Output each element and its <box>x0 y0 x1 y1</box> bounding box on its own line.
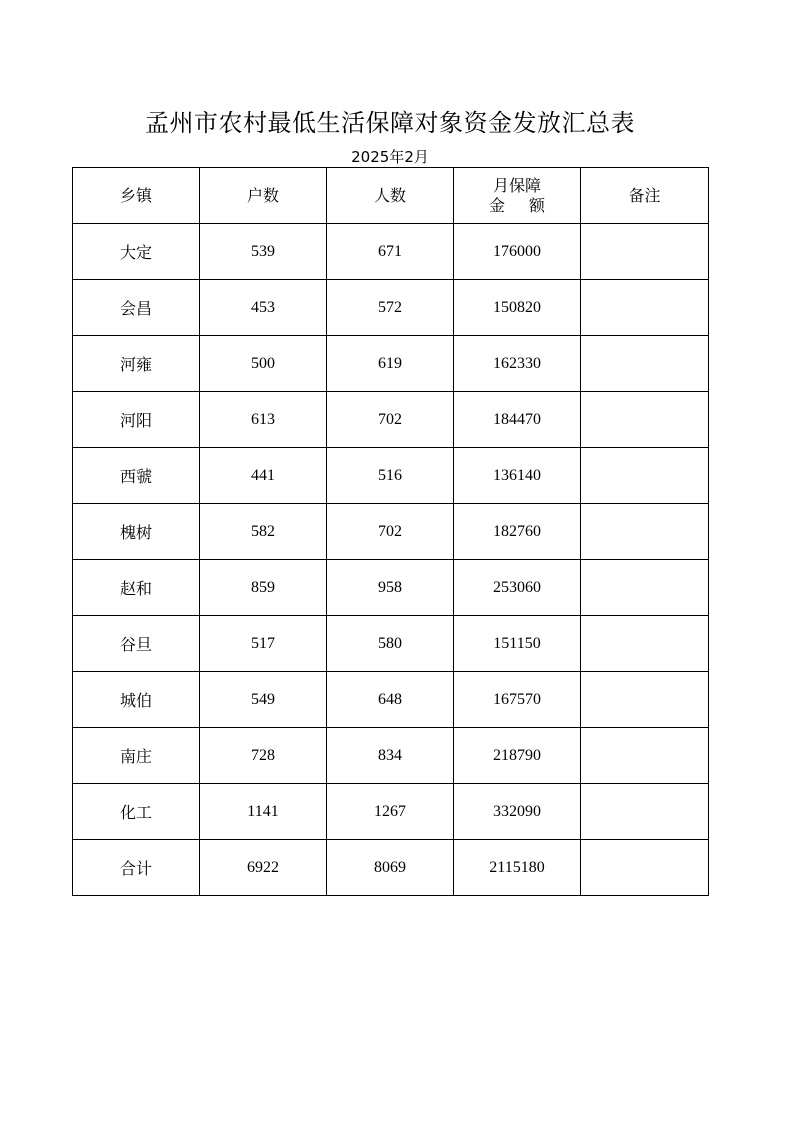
table-row <box>73 784 709 840</box>
cell-households: 728 <box>200 728 327 784</box>
cell-amount: 184470 <box>454 392 581 448</box>
cell-persons: 8069 <box>327 840 454 896</box>
cell-households: 517 <box>200 616 327 672</box>
header-remarks: 备注 <box>581 168 709 224</box>
cell-persons: 572 <box>327 280 454 336</box>
cell-remarks <box>581 280 709 336</box>
cell-households: 859 <box>200 560 327 616</box>
cell-persons: 1267 <box>327 784 454 840</box>
cell-households: 613 <box>200 392 327 448</box>
cell-township: 大定 <box>73 224 200 280</box>
table-row <box>73 504 709 560</box>
table-row <box>73 560 709 616</box>
cell-persons: 516 <box>327 448 454 504</box>
cell-township: 化工 <box>73 784 200 840</box>
cell-households: 582 <box>200 504 327 560</box>
cell-households: 453 <box>200 280 327 336</box>
cell-persons: 648 <box>327 672 454 728</box>
cell-township: 河阳 <box>73 392 200 448</box>
cell-remarks <box>581 784 709 840</box>
header-monthly-amount <box>454 168 581 224</box>
cell-persons: 619 <box>327 336 454 392</box>
cell-persons: 671 <box>327 224 454 280</box>
cell-township: 西虢 <box>73 448 200 504</box>
table-row <box>73 672 709 728</box>
cell-remarks <box>581 336 709 392</box>
cell-remarks <box>581 728 709 784</box>
cell-amount: 182760 <box>454 504 581 560</box>
document-period: 2025年2月 <box>351 148 429 166</box>
cell-amount: 136140 <box>454 448 581 504</box>
cell-persons: 958 <box>327 560 454 616</box>
table-total-row <box>73 840 709 896</box>
cell-township: 谷旦 <box>73 616 200 672</box>
cell-persons: 702 <box>327 392 454 448</box>
cell-households: 500 <box>200 336 327 392</box>
cell-amount: 253060 <box>454 560 581 616</box>
cell-households: 6922 <box>200 840 327 896</box>
summary-table <box>72 167 709 896</box>
cell-households: 441 <box>200 448 327 504</box>
cell-persons: 702 <box>327 504 454 560</box>
cell-township: 河雍 <box>73 336 200 392</box>
cell-township: 槐树 <box>73 504 200 560</box>
cell-township: 南庄 <box>73 728 200 784</box>
cell-township: 城伯 <box>73 672 200 728</box>
table-row <box>73 280 709 336</box>
cell-amount: 167570 <box>454 672 581 728</box>
table-row <box>73 616 709 672</box>
header-monthly-amount-line2: 金额 <box>488 195 569 215</box>
table-row <box>73 448 709 504</box>
table-row <box>73 392 709 448</box>
cell-persons: 834 <box>327 728 454 784</box>
cell-remarks <box>581 840 709 896</box>
cell-amount: 162330 <box>454 336 581 392</box>
table-row <box>73 728 709 784</box>
cell-remarks <box>581 560 709 616</box>
header-persons: 人数 <box>327 168 454 224</box>
header-households: 户数 <box>200 168 327 224</box>
cell-remarks <box>581 392 709 448</box>
cell-township: 合计 <box>73 840 200 896</box>
cell-amount: 150820 <box>454 280 581 336</box>
cell-remarks <box>581 448 709 504</box>
cell-remarks <box>581 672 709 728</box>
cell-amount: 2115180 <box>454 840 581 896</box>
cell-township: 赵和 <box>73 560 200 616</box>
header-monthly-amount-line1: 月保障 <box>492 175 541 195</box>
cell-amount: 151150 <box>454 616 581 672</box>
cell-township: 会昌 <box>73 280 200 336</box>
cell-remarks <box>581 504 709 560</box>
cell-persons: 580 <box>327 616 454 672</box>
cell-amount: 176000 <box>454 224 581 280</box>
cell-households: 1141 <box>200 784 327 840</box>
cell-remarks <box>581 616 709 672</box>
table-header-row <box>73 168 709 224</box>
cell-amount: 218790 <box>454 728 581 784</box>
header-township: 乡镇 <box>73 168 200 224</box>
cell-amount: 332090 <box>454 784 581 840</box>
table-row <box>73 224 709 280</box>
table-row <box>73 336 709 392</box>
document-title: 孟州市农村最低生活保障对象资金发放汇总表 <box>145 109 635 137</box>
cell-remarks <box>581 224 709 280</box>
cell-households: 539 <box>200 224 327 280</box>
cell-households: 549 <box>200 672 327 728</box>
